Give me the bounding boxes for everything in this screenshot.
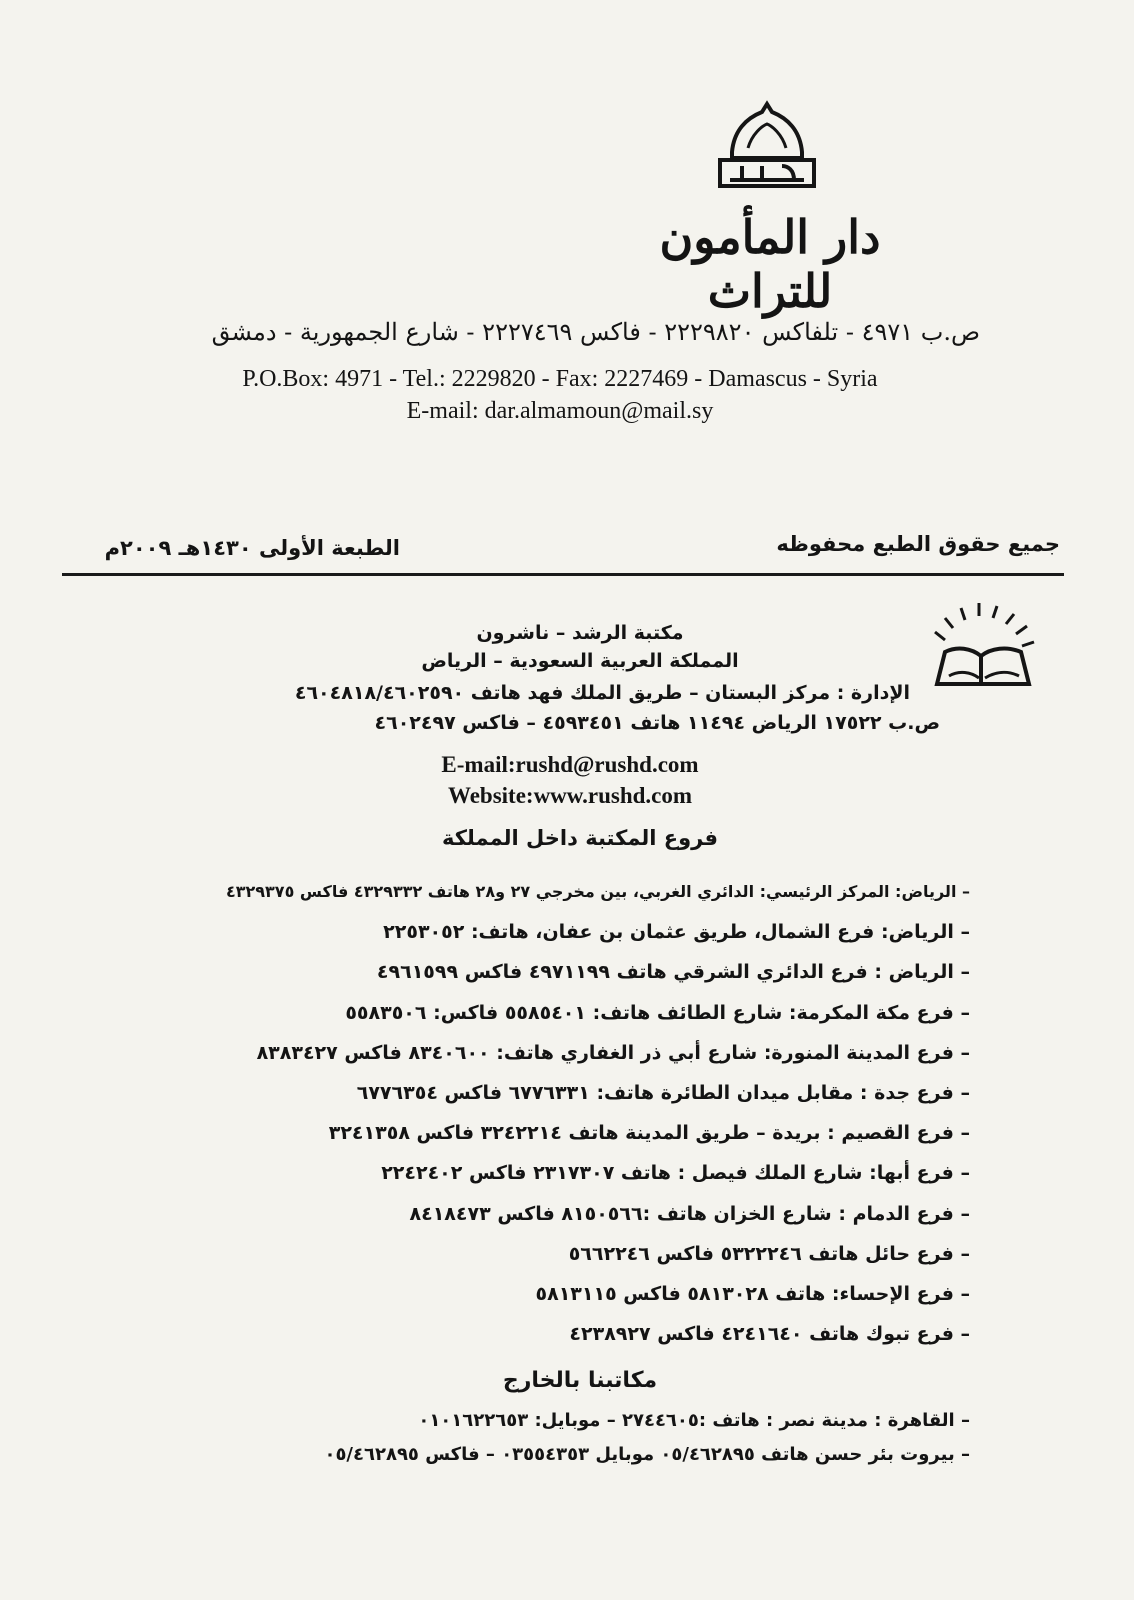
publisher-logo — [712, 100, 822, 195]
branches-list — [140, 872, 970, 1354]
rushd-email: E-mail:rushd@rushd.com — [441, 752, 699, 777]
branch-item: – فرع حائل هاتف ٥٣٢٢٢٤٦ فاكس ٥٦٦٢٢٤٦ — [568, 1242, 970, 1265]
abroad-office-item: – القاهرة : مدينة نصر : هاتف :٢٧٤٤٦٠٥ – موبايل: ٠١٠١٦٢٢٦٥٣ — [418, 1410, 970, 1431]
rushd-pobox: ص.ب ١٧٥٢٢ الرياض ١١٤٩٤ هاتف ٤٥٩٣٤٥١ – فاكس ٤٦٠٢٤٩٧ — [374, 712, 940, 734]
publisher-name-calligraphy: دار المأمون للتراث — [659, 210, 881, 318]
branch-item: – فرع مكة المكرمة: شارع الطائف هاتف: ٥٥٨٥٤٠١ فاكس: ٥٥٨٣٥٠٦ — [345, 1001, 970, 1024]
abroad-office-item: – بيروت بئر حسن هاتف ٠٥/٤٦٢٨٩٥ موبايل ٠٣٥٥٤٣٥٣ – فاكس ٠٥/٤٦٢٨٩٥ — [324, 1444, 970, 1465]
address-arabic: ص.ب ٤٩٧١ - تلفاكس ٢٢٢٩٨٢٠ - فاكس ٢٢٢٧٤٦٩ - شارع الجمهورية - دمشق — [211, 318, 980, 346]
branch-item: – فرع تبوك هاتف ٤٢٤١٦٤٠ فاكس ٤٢٣٨٩٢٧ — [569, 1323, 970, 1346]
branches-heading: فروع المكتبة داخل المملكة — [441, 826, 718, 850]
abroad-offices-list — [140, 1404, 970, 1472]
branch-item: – فرع القصيم : بريدة – طريق المدينة هاتف ٣٢٤٢٢١٤ فاكس ٣٢٤١٣٥٨ — [328, 1122, 970, 1145]
divider-line — [62, 573, 1064, 576]
branch-item: – فرع الإحساء: هاتف ٥٨١٣٠٢٨ فاكس ٥٨١٣١١٥ — [535, 1282, 970, 1305]
abroad-offices-heading: مكاتبنا بالخارج — [502, 1368, 658, 1393]
branch-item: – فرع الدمام : شارع الخزان هاتف :٨١٥٠٥٦٦ فاكس ٨٤١٨٤٧٣ — [409, 1202, 970, 1225]
rushd-country: المملكة العربية السعودية – الرياض — [421, 650, 739, 672]
rushd-logo — [925, 596, 1040, 691]
rushd-publisher-name: مكتبة الرشد – ناشرون — [476, 622, 684, 644]
branch-item: – الرياض: المركز الرئيسي: الدائري الغربي، بين مخرجي ٢٧ و٢٨ هاتف ٤٣٢٩٣٣٢ فاكس ٤٣٢٩٣٧٥ — [225, 882, 970, 901]
branch-item: – فرع جدة : مقابل ميدان الطائرة هاتف: ٦٧٧٦٣٣١ فاكس ٦٧٧٦٣٥٤ — [356, 1081, 970, 1104]
branch-item: – فرع المدينة المنورة: شارع أبي ذر الغفاري هاتف: ٨٣٤٠٦٠٠ فاكس ٨٣٨٣٤٢٧ — [256, 1041, 970, 1064]
branch-item: – الرياض : فرع الدائري الشرقي هاتف ٤٩٧١١٩٩ فاكس ٤٩٦١٥٩٩ — [376, 961, 970, 984]
branch-item: – فرع أبها: شارع الملك فيصل : هاتف ٢٣١٧٣٠٧ فاكس ٢٢٤٢٤٠٢ — [381, 1162, 970, 1185]
address-english: P.O.Box: 4971 - Tel.: 2229820 - Fax: 2227469 - Damascus - Syria — [242, 366, 878, 392]
rushd-website: Website:www.rushd.com — [447, 783, 693, 808]
publisher-email: E-mail: dar.almamoun@mail.sy — [406, 398, 714, 424]
edition-line: الطبعة الأولى ١٤٣٠هـ ٢٠٠٩م — [104, 536, 400, 560]
rushd-administration: الإدارة : مركز البستان – طريق الملك فهد هاتف ٤٦٠٤٨١٨/٤٦٠٢٥٩٠ — [294, 682, 910, 704]
branch-item: – الرياض: فرع الشمال، طريق عثمان بن عفان، هاتف: ٢٢٥٣٠٥٢ — [383, 921, 970, 944]
all-rights-reserved: جميع حقوق الطبع محفوظه — [776, 532, 1060, 556]
